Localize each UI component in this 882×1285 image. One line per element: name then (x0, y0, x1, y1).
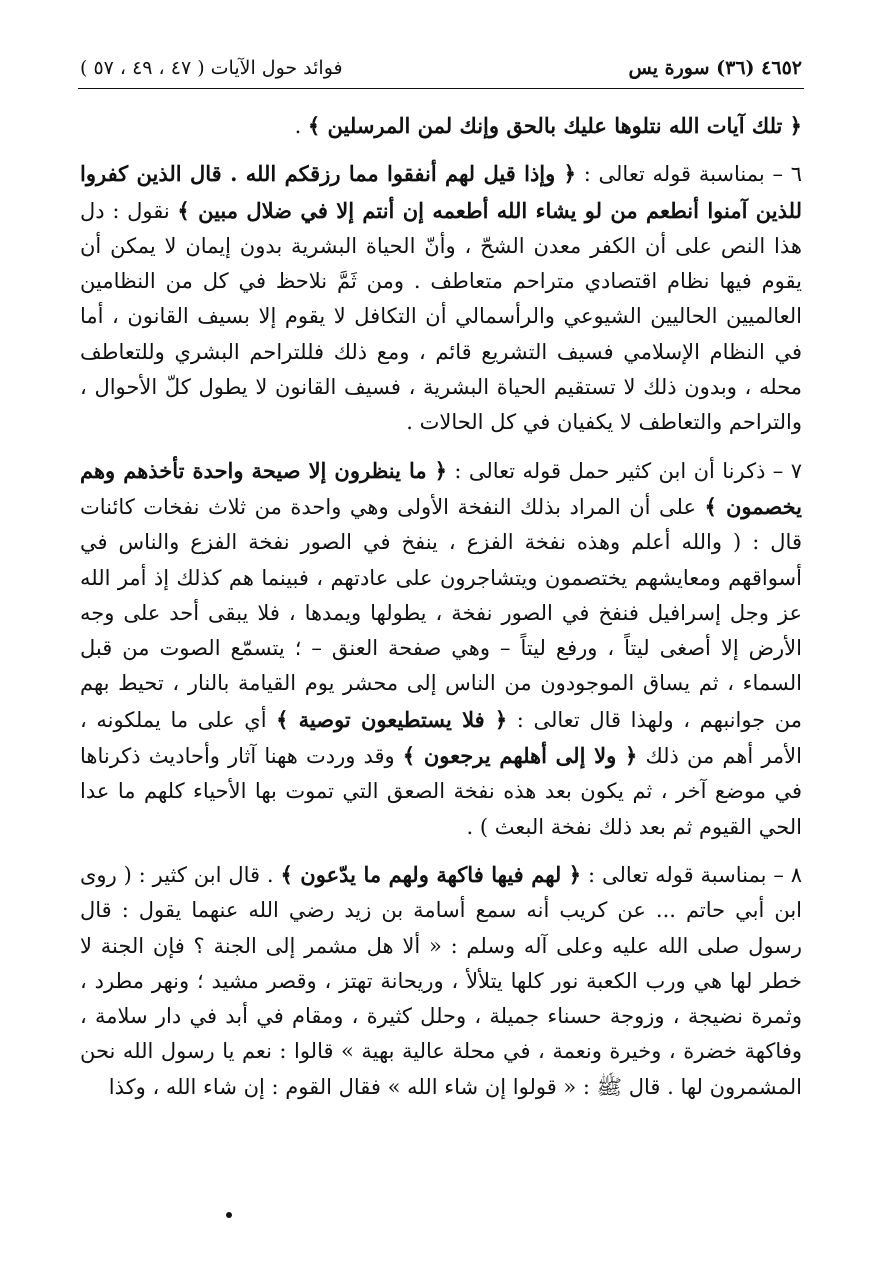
paragraph-text: . قال ابن كثير : ( روى ابن أبي حاتم ... عن كريب أنه سمع أسامة بن زيد رضي الله عنهما يقول : قال رسول صلى الله عليه وعلى آله وسلم : « ألا هل مشمر إلى الجنة ؟ فإن الجنة لا خطر لها هي ورب الكعبة نور كلها يتلألأ ، وريحانة تهتز ، وقصر مشيد ؛ ونهر مطرد ، وثمرة نضيجة ، وزوجة حسناء جميلة ، وحلل كثيرة ، ومقام في أبد في دار سلامة ، وفاكهة خضرة ، وخيرة ونعمة ، في محلة عالية بهية » قالوا : نعم يا رسول الله نحن المشمرون لها . قال ﷺ : « قولوا إن شاء الله » فقال القوم : إن شاء الله ، وكذا (80, 862, 802, 1099)
paragraph-text: ٦ – بمناسبة قوله تعالى : (575, 162, 803, 187)
paragraph (80, 453, 802, 845)
quran-quote: ﴿ ولا إلى أهلهم يرجعون ﴾ (402, 743, 638, 769)
header-title: فوائد حول الآيات ( ٤٧ ، ٤٩ ، ٥٧ ) (80, 57, 343, 79)
page-header (80, 48, 802, 88)
paragraph (80, 108, 802, 144)
quran-quote: ﴿ ما ينظرون إلا صيحة واحدة تأخذهم وهم يخصمون ﴾ (80, 457, 803, 519)
paragraph (80, 156, 802, 440)
paragraph-text: ٧ – ذكرنا أن ابن كثير حمل قوله تعالى : (446, 458, 802, 483)
paragraph-text: وقد وردت ههنا آثار وأحاديث ذكرناها في موضع آخر ، ثم يكون بعد هذه نفخة الصعق التي تموت بها الأحياء كلهم ما عدا الحي القيوم ثم بعد ذلك نفخة البعث ) . (80, 744, 802, 839)
paragraph-text: على أن المراد بذلك النفخة الأولى وهي واحدة من ثلاث نفخات كائنات قال : ( والله أعلم وهذه نفخة الفزع ، ينفخ في الصور نفخة الفزع والناس في أسواقهم ومعايشهم يختصمون ويتشاجرون على عادتهم ، فبينما هم كذلك إذ أمر الله عز وجل إسرافيل فنفخ في الصور نفخة ، يطولها ويمدها ، فلا يبقى أحد على وجه الأرض إلا أصغى ليتاً ، ورفع ليتاً – وهي صفحة العنق – ؛ يتسمّع الصوت من قبل السماء ، ثم يساق الموجودون من الناس إلى محشر يوم القيامة بالنار ، تحيط بهم من جوانبهم ، ولهذا قال تعالى : (80, 494, 802, 732)
quran-quote: ﴿ وإذا قيل لهم أنفقوا مما رزقكم الله . قال الذين كفروا للذين آمنوا أنطعم من لو يشاء الله أطعمه إن أنتم إلا في ضلال مبين ﴾ (80, 161, 802, 223)
paragraph (80, 857, 802, 1105)
surah-name: (٣٦) سورة يس (628, 57, 755, 79)
page-body (80, 108, 802, 1105)
page-number: ٤٦٥٢ (761, 57, 802, 79)
header-divider (78, 88, 804, 89)
bottom-dot (226, 1212, 232, 1218)
paragraph-text: نقول : دل هذا النص على أن الكفر معدن الشحّ ، وأنّ الحياة البشرية بدون إيمان لا يمكن أن يقوم فيها نظام اقتصادي متراحم متعاطف . ومن ثَمَّ نلاحظ في كل من النظامين العالميين الحاليين الشيوعي والرأسمالي أن التكافل لا يقوم إلا بسيف القانون ، أما في النظام الإسلامي فسيف التشريع قائم ، ومع ذلك فللتراحم البشري وللتعاطف محله ، وبدون ذلك لا تستقيم الحياة البشرية ، فسيف القانون لا يطول كلّ الأحوال ، والتراحم والتعاطف لا يكفيان في كل الحالات . (80, 198, 802, 435)
paragraph-text: . (294, 114, 308, 138)
quran-quote: ﴿ تلك آيات الله نتلوها عليك بالحق وإنك لمن المرسلين ﴾ (307, 113, 802, 138)
paragraph-text: أي على ما يملكونه ، الأمر أهم من ذلك (80, 707, 802, 769)
header-right (629, 57, 802, 79)
quran-quote: ﴿ فلا يستطيعون توصية ﴾ (276, 706, 508, 732)
paragraph-text: ٨ – بمناسبة قوله تعالى : (581, 862, 802, 887)
quran-quote: ﴿ لهم فيها فاكهة ولهم ما يدّعون ﴾ (280, 861, 582, 887)
